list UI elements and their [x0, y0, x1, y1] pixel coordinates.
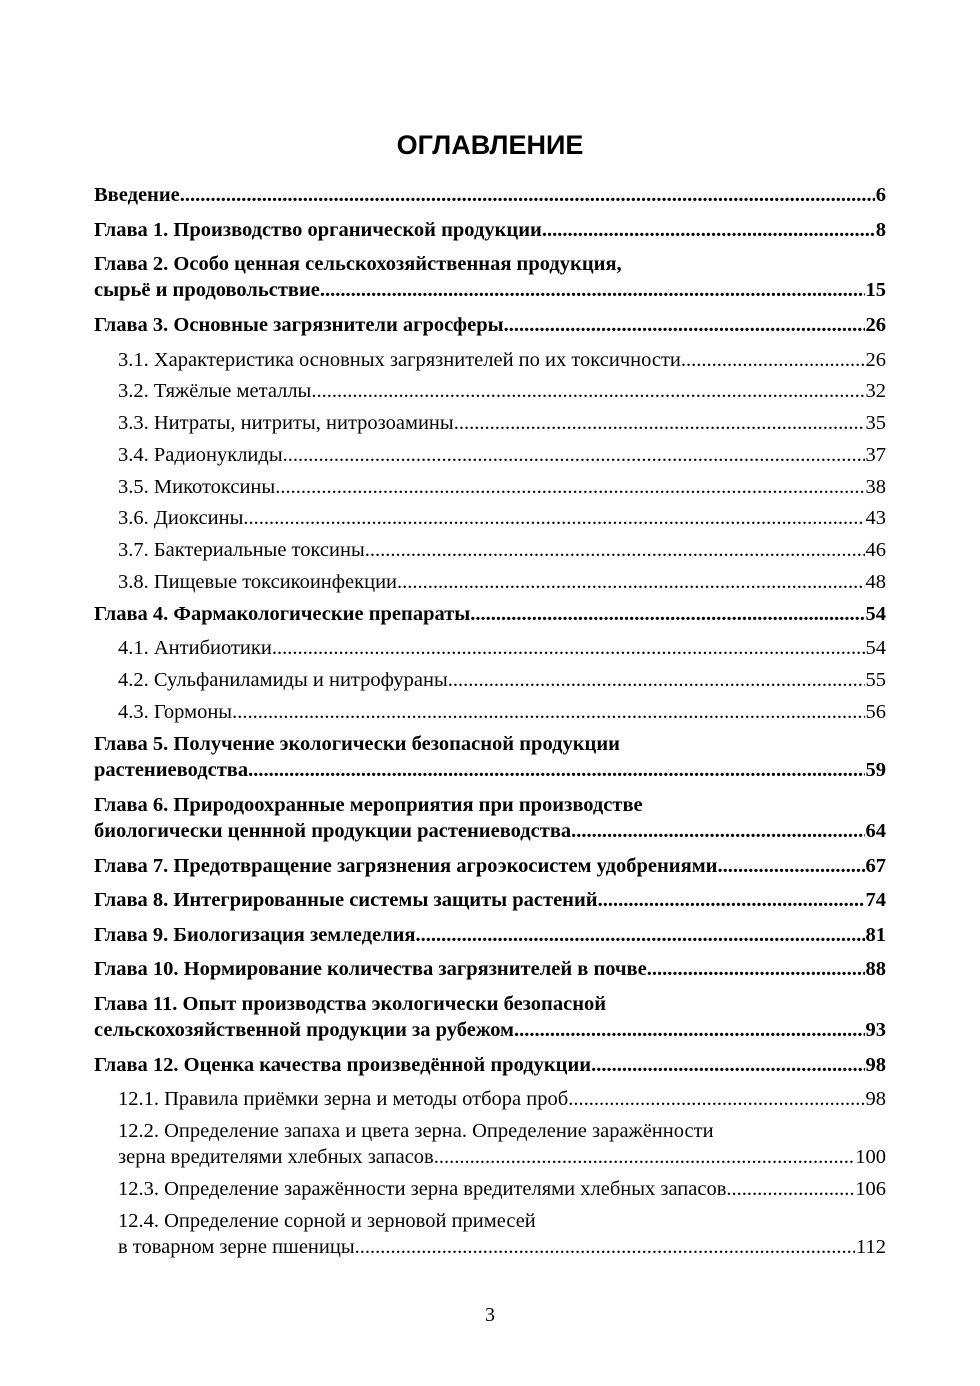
toc-dot-leader: [542, 217, 875, 243]
toc-entry-title: Глава 5. Получение экологически безопасной продукции: [94, 732, 620, 755]
toc-entry-title: 3.3. Нитраты, нитриты, нитрозоамины: [118, 412, 454, 435]
toc-chapter-entry[interactable]: [94, 956, 886, 991]
toc-entry-title: 4.1. Антибиотики: [118, 637, 272, 660]
toc-chapter-entry[interactable]: [94, 1052, 886, 1087]
toc-entry-line: [118, 442, 886, 468]
toc-page-number: 15: [865, 279, 886, 301]
toc-entry-line: [94, 757, 886, 783]
toc-page-number: 26: [865, 348, 886, 371]
toc-entry-line: [118, 1208, 886, 1234]
toc-entry-line: [94, 312, 886, 338]
toc-entry-line: [94, 731, 886, 757]
toc-dot-leader: [681, 347, 865, 373]
toc-dot-leader: [397, 569, 864, 595]
toc-page-number: 32: [865, 380, 886, 403]
toc-dot-leader: [591, 1052, 864, 1078]
toc-entry-title: зерна вредителями хлебных запасов: [118, 1146, 434, 1169]
toc-entry-line: [94, 792, 886, 818]
toc-entry-title: Глава 4. Фармакологические препараты: [94, 602, 471, 625]
toc-dot-leader: [415, 922, 864, 948]
toc-entry-title: Введение: [94, 184, 180, 206]
toc-dot-leader: [283, 442, 865, 468]
table-of-contents: [94, 182, 886, 1266]
toc-entry-line: [118, 1234, 886, 1260]
toc-page-number: 64: [865, 819, 886, 842]
toc-entry-line: [118, 1176, 886, 1202]
toc-entry-title: Глава 8. Интегрированные системы защиты растений: [94, 889, 598, 912]
toc-chapter-entry[interactable]: [94, 312, 886, 347]
toc-entry-line: [118, 569, 886, 595]
toc-entry-title: 3.5. Микотоксины: [118, 475, 276, 498]
toc-page-number: 67: [865, 854, 886, 877]
toc-dot-leader: [232, 699, 864, 725]
toc-page-number: 74: [865, 889, 886, 912]
toc-dot-leader: [647, 956, 865, 982]
toc-page-number: 6: [875, 184, 886, 206]
toc-entry-title: Глава 12. Оценка качества произведённой продукции: [94, 1053, 592, 1076]
toc-page-number: 48: [865, 571, 886, 594]
toc-chapter-entry[interactable]: [94, 217, 886, 252]
toc-page-number: 59: [865, 758, 886, 781]
toc-section-entry[interactable]: [94, 1086, 886, 1118]
toc-section-entry[interactable]: [94, 699, 886, 731]
toc-entry-title: Глава 3. Основные загрязнители агросферы: [94, 314, 504, 336]
toc-dot-leader: [454, 410, 865, 436]
toc-dot-leader: [248, 757, 864, 783]
toc-entry-line: [94, 1017, 886, 1043]
toc-dot-leader: [311, 378, 864, 404]
toc-page-number: 112: [856, 1235, 886, 1258]
toc-section-entry[interactable]: [94, 635, 886, 667]
toc-entry-title: 3.7. Бактериальные токсины: [118, 539, 365, 562]
toc-section-entry[interactable]: [94, 410, 886, 442]
toc-entry-line: [118, 1144, 886, 1170]
toc-dot-leader: [365, 537, 865, 563]
toc-section-entry[interactable]: [94, 537, 886, 569]
toc-entry-title: 12.4. Определение сорной и зерновой примесей: [118, 1209, 536, 1232]
toc-entry-title: Глава 6. Природоохранные мероприятия при производстве: [94, 793, 643, 816]
toc-page-number: 81: [865, 923, 886, 946]
toc-section-entry[interactable]: [94, 442, 886, 474]
toc-entry-title: 3.6. Диоксины: [118, 507, 244, 530]
toc-page-number: 55: [865, 669, 886, 692]
toc-section-entry[interactable]: [94, 378, 886, 410]
toc-dot-leader: [180, 182, 875, 208]
toc-chapter-entry[interactable]: [94, 251, 886, 312]
toc-section-entry[interactable]: [94, 1176, 886, 1208]
toc-page-number: 100: [855, 1146, 886, 1169]
toc-entry-line: [118, 1086, 886, 1112]
toc-section-entry[interactable]: [94, 347, 886, 379]
toc-entry-title: растениеводства: [94, 758, 249, 781]
toc-page-number: 88: [865, 958, 886, 981]
toc-chapter-entry[interactable]: [94, 792, 886, 853]
toc-entry-line: [94, 601, 886, 627]
toc-entry-title: сырьё и продовольствие: [94, 279, 320, 301]
toc-page-number: 26: [865, 314, 886, 336]
toc-chapter-entry[interactable]: [94, 601, 886, 636]
toc-entry-title: Глава 7. Предотвращение загрязнения агроэкосистем удобрениями: [94, 854, 718, 877]
toc-page-number: 93: [865, 1018, 886, 1041]
toc-dot-leader: [717, 853, 864, 879]
toc-entry-title: 4.2. Сульфаниламиды и нитрофураны: [118, 669, 448, 692]
toc-entry-line: [94, 217, 886, 243]
toc-dot-leader: [504, 312, 865, 338]
toc-section-entry[interactable]: [94, 1208, 886, 1266]
toc-entry-title: 3.4. Радионуклиды: [118, 443, 283, 466]
toc-entry-title: 12.3. Определение заражённости зерна вредителями хлебных запасов: [118, 1178, 727, 1201]
toc-dot-leader: [448, 667, 865, 693]
toc-entry-line: [118, 1118, 886, 1144]
toc-entry-line: [94, 887, 886, 913]
toc-entry-title: 3.1. Характеристика основных загрязнителей по их токсичности: [118, 348, 681, 371]
toc-entry-line: [94, 1052, 886, 1078]
toc-dot-leader: [355, 1234, 855, 1260]
toc-section-entry[interactable]: [94, 1118, 886, 1176]
toc-chapter-entry[interactable]: [94, 731, 886, 792]
toc-dot-leader: [434, 1144, 855, 1170]
toc-entry-title: биологически ценнной продукции растениеводства: [94, 819, 572, 842]
toc-page-number: 54: [865, 602, 886, 625]
toc-entry-line: [118, 505, 886, 531]
toc-dot-leader: [320, 277, 865, 303]
toc-entry-line: [94, 956, 886, 982]
toc-entry-title: Глава 2. Особо ценная сельскохозяйственная продукция,: [94, 253, 622, 275]
toc-dot-leader: [571, 818, 864, 844]
page-number: 3: [485, 1304, 495, 1326]
page-title: ОГЛАВЛЕНИЕ: [396, 130, 584, 160]
toc-page-number: 98: [865, 1053, 886, 1076]
toc-entry-line: [94, 991, 886, 1017]
toc-entry-title: Глава 11. Опыт производства экологически безопасной: [94, 992, 607, 1015]
toc-entry-title: Глава 10. Нормирование количества загрязнителей в почве: [94, 958, 647, 981]
toc-section-entry[interactable]: [94, 569, 886, 601]
toc-chapter-entry[interactable]: [94, 991, 886, 1052]
toc-entry-title: 12.1. Правила приёмки зерна и методы отбора проб: [118, 1088, 569, 1111]
toc-dot-leader: [272, 635, 865, 661]
toc-entry-line: [118, 474, 886, 500]
toc-entry-title: в товарном зерне пшеницы: [118, 1235, 355, 1258]
toc-entry-line: [118, 347, 886, 373]
toc-entry-line: [118, 537, 886, 563]
toc-entry-line: [94, 853, 886, 879]
toc-chapter-entry[interactable]: [94, 887, 886, 922]
toc-section-entry[interactable]: [94, 474, 886, 506]
toc-entry-line: [94, 277, 886, 303]
toc-entry-line: [94, 922, 886, 948]
toc-page-number: 38: [865, 475, 886, 498]
toc-entry-line: [118, 410, 886, 436]
toc-page-number: 98: [865, 1088, 886, 1111]
toc-dot-leader: [470, 601, 864, 627]
toc-dot-leader: [598, 887, 865, 913]
toc-entry-line: [94, 818, 886, 844]
toc-dot-leader: [275, 474, 864, 500]
toc-page-number: 37: [865, 443, 886, 466]
toc-entry-title: сельскохозяйственной продукции за рубежом: [94, 1018, 515, 1041]
toc-entry-line: [118, 667, 886, 693]
toc-entry-title: 3.2. Тяжёлые металлы: [118, 380, 312, 403]
toc-chapter-entry[interactable]: [94, 922, 886, 957]
toc-section-entry[interactable]: [94, 667, 886, 699]
toc-dot-leader: [243, 505, 864, 531]
toc-entry-line: [94, 182, 886, 208]
toc-page-number: 46: [865, 539, 886, 562]
toc-page-number: 35: [865, 412, 886, 435]
toc-chapter-entry[interactable]: [94, 853, 886, 888]
toc-dot-leader: [514, 1017, 864, 1043]
toc-dot-leader: [568, 1086, 864, 1112]
toc-entry-title: 4.3. Гормоны: [118, 700, 233, 723]
toc-page-number: 54: [865, 637, 886, 660]
toc-entry-line: [118, 699, 886, 725]
toc-entry-line: [94, 251, 886, 277]
toc-entry-line: [118, 635, 886, 661]
toc-section-entry[interactable]: [94, 505, 886, 537]
toc-entry-line: [118, 378, 886, 404]
toc-entry-title: Глава 1. Производство органической продукции: [94, 218, 542, 241]
toc-page-number: 56: [865, 700, 886, 723]
toc-chapter-entry[interactable]: [94, 182, 886, 217]
toc-page-number: 106: [855, 1178, 886, 1201]
toc-entry-title: 3.8. Пищевые токсикоинфекции: [118, 571, 398, 594]
toc-entry-title: Глава 9. Биологизация земледелия: [94, 923, 416, 946]
toc-dot-leader: [726, 1176, 854, 1202]
toc-page-number: 8: [875, 218, 886, 241]
toc-entry-title: 12.2. Определение запаха и цвета зерна. Определение заражённости: [118, 1120, 714, 1143]
toc-page-number: 43: [865, 507, 886, 530]
